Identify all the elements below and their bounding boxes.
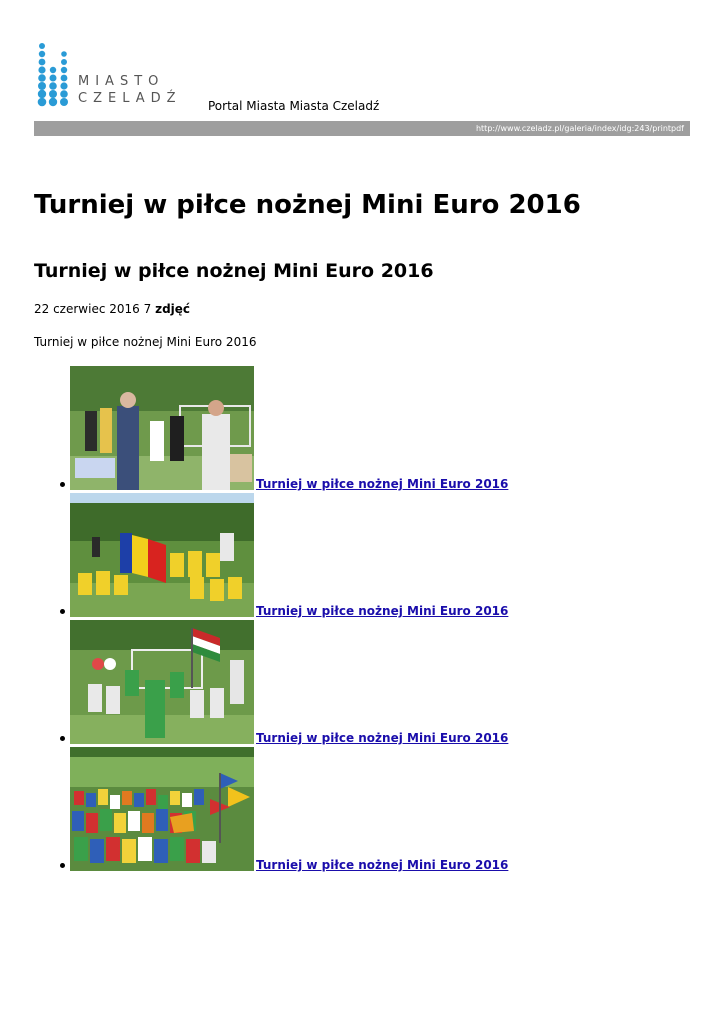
list-item <box>34 620 634 747</box>
photo-link[interactable]: Turniej w piłce nożnej Mini Euro 2016 <box>256 604 509 618</box>
list-item <box>34 747 634 874</box>
gallery-title: Turniej w piłce nożnej Mini Euro 2016 <box>34 260 434 282</box>
list-item <box>34 493 634 620</box>
photo-list <box>34 366 634 874</box>
photo-link[interactable]: Turniej w piłce nożnej Mini Euro 2016 <box>256 731 509 745</box>
gallery-meta <box>34 302 190 316</box>
photo-thumbnail[interactable] <box>70 620 254 744</box>
page-title: Turniej w piłce nożnej Mini Euro 2016 <box>34 190 581 220</box>
bullet-icon <box>60 482 65 487</box>
photo-count: 7 <box>143 302 152 316</box>
logo-text-line2: CZELADŹ <box>78 91 182 106</box>
portal-title: Portal Miasta Miasta Czeladź <box>208 99 380 113</box>
url-bar <box>34 121 690 136</box>
photo-thumbnail[interactable] <box>70 366 254 490</box>
photo-link[interactable]: Turniej w piłce nożnej Mini Euro 2016 <box>256 858 509 872</box>
bullet-icon <box>60 609 65 614</box>
bullet-icon <box>60 863 65 868</box>
photo-word: zdjęć <box>155 302 191 316</box>
bullet-icon <box>60 736 65 741</box>
gallery-date: 22 czerwiec 2016 <box>34 302 140 316</box>
page-url: http://www.czeladz.pl/galeria/index/idg:243/printpdf <box>475 124 684 133</box>
city-logo <box>36 40 206 108</box>
logo-text-line1: MIASTO <box>78 74 165 89</box>
photo-thumbnail[interactable] <box>70 493 254 617</box>
gallery-description: Turniej w piłce nożnej Mini Euro 2016 <box>34 335 257 349</box>
logo-dots-icon <box>36 40 76 108</box>
photo-thumbnail[interactable] <box>70 747 254 871</box>
list-item <box>34 366 634 493</box>
photo-link[interactable]: Turniej w piłce nożnej Mini Euro 2016 <box>256 477 509 491</box>
